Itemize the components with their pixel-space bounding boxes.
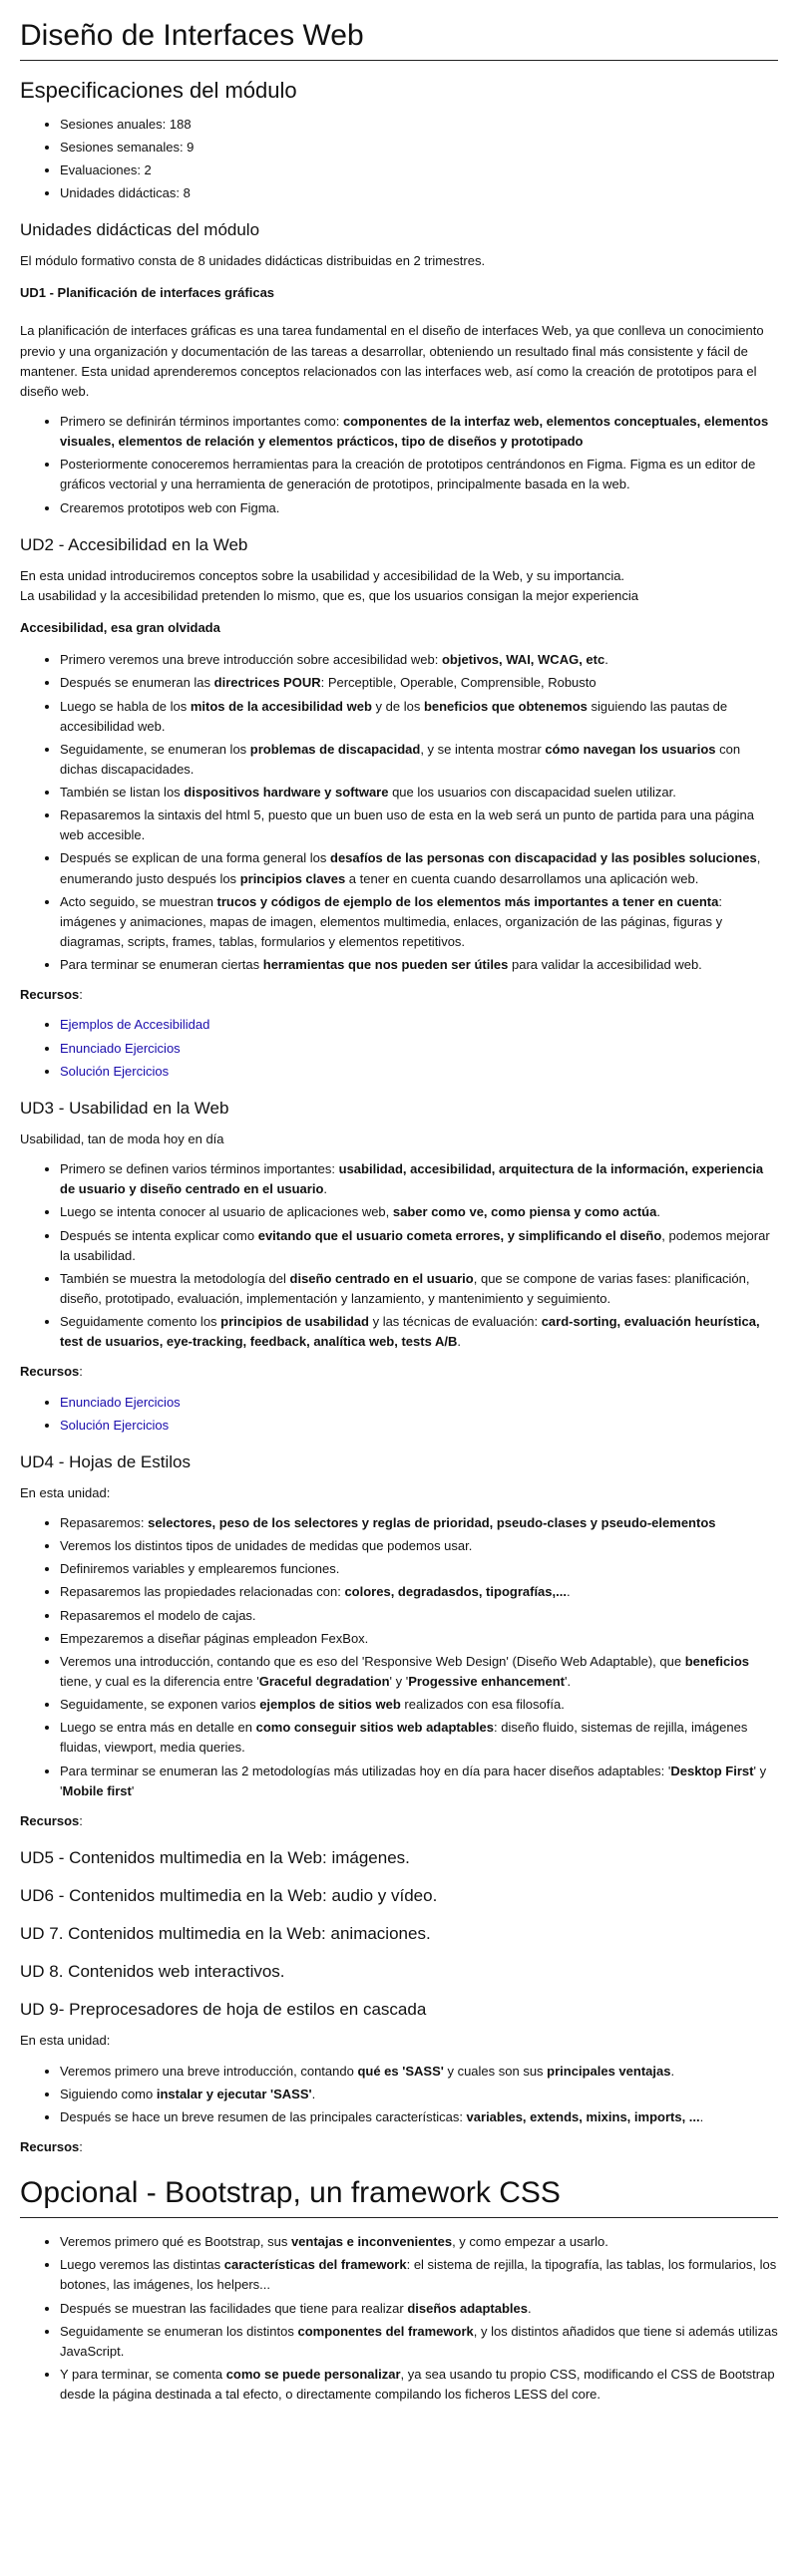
text: y las técnicas de evaluación: <box>368 1314 542 1330</box>
text: . <box>699 2108 704 2124</box>
text: ' y ' <box>60 1763 767 1798</box>
list-item <box>60 2299 778 2319</box>
ud1-paragraph: La planificación de interfaces gráficas es una tarea fundamental en el diseño de interfaces Web, ya que conlleva un conocimiento previo y una organización y documentación de las tareas a desarrollar, obteniendo un resultado final más consistente y fácil de mantener. Esta unidad aprenderemos conceptos relacionados con las interfaces web, así como la creación de prototipos para el diseño web. <box>20 323 764 399</box>
text: , enumerando justo después los <box>60 850 761 886</box>
text: Repasaremos las propiedades relacionadas con: <box>60 1584 345 1600</box>
list-item: • Unidades didácticas: 8 <box>60 183 778 203</box>
text: , que se compone de varias fases: planificación, diseño, prototipado, evaluación, implementación y lanzamiento, y mantenimiento y seguimiento. <box>60 1270 750 1306</box>
list-item: • Veremos los distintos tipos de unidades de medidas que podemos usar. <box>60 1536 778 1556</box>
text: : diseño fluido, sistemas de rejilla, imágenes fluidas, viewport, media queries. <box>60 1720 748 1756</box>
ud1-list <box>20 412 778 518</box>
ud9-resources <box>20 2137 778 2157</box>
bold-text: beneficios <box>684 1653 750 1669</box>
text: Después se muestran las facilidades que tiene para realizar <box>60 2300 408 2316</box>
text: . <box>527 2300 532 2316</box>
bold-text: qué es 'SASS' <box>357 2063 444 2079</box>
text: para validar la accesibilidad web. <box>508 957 702 973</box>
list-item: • Crearemos prototipos web con Figma. <box>60 498 778 518</box>
bold-text: componentes de la interfaz web, elementos conceptuales, elementos visuales, elementos de relación y elementos prácticos, tipo de diseños y prototipado <box>60 414 769 450</box>
bold-text: principios de usabilidad <box>220 1314 369 1330</box>
ud6-heading: UD6 - Contenidos multimedia en la Web: audio y vídeo. <box>20 1886 438 1906</box>
list-item <box>60 1695 778 1715</box>
resources-label: Recursos <box>20 1812 80 1828</box>
list-item <box>60 1652 778 1692</box>
text: . <box>323 1181 328 1197</box>
text: , y como empezar a usarlo. <box>452 2234 608 2250</box>
bold-text: problemas de discapacidad <box>249 741 421 757</box>
ud2-list <box>20 650 778 975</box>
text: Primero se definen varios términos importantes: <box>60 1161 339 1177</box>
text: . <box>566 1584 571 1600</box>
text: a tener en cuenta cuando desarrollamos una aplicación web. <box>345 870 699 886</box>
ud3-intro: Usabilidad, tan de moda hoy en día <box>20 1130 224 1146</box>
bold-text: evitando que el usuario cometa errores, y simplificando el diseño <box>257 1227 662 1243</box>
bold-text: directrices POUR <box>213 675 321 691</box>
list-item <box>60 650 778 670</box>
text: : el sistema de rejilla, la tipografía, las tablas, los formularios, los botones, las imágenes, los helpers... <box>60 2257 777 2293</box>
optional-heading: Opcional - Bootstrap, un framework CSS <box>20 2175 778 2218</box>
link-solucion-ejercicios[interactable]: Solución Ejercicios <box>60 1417 170 1433</box>
text: : <box>79 1812 83 1828</box>
ud3-resources <box>20 1362 778 1382</box>
ud5-heading: UD5 - Contenidos multimedia en la Web: imágenes. <box>20 1848 410 1868</box>
text: siguiendo las pautas de accesibilidad web. <box>60 698 728 734</box>
text: : Perceptible, Operable, Comprensible, Robusto <box>320 675 597 691</box>
text: : imágenes y animaciones, mapas de imagen, elementos multimedia, enlaces, organización de las páginas, figuras y diagramas, scripts, frames, tablas, formularios y elementos repetitivos. <box>60 893 723 950</box>
text: tiene, y cual es la diferencia entre ' <box>60 1674 259 1690</box>
text: '. <box>565 1674 572 1690</box>
ud2-intro <box>20 566 778 606</box>
bold-text: herramientas que nos pueden ser útiles <box>262 957 509 973</box>
text: . <box>457 1334 461 1350</box>
bold-text: principales ventajas <box>547 2063 671 2079</box>
bold-text: Graceful degradation <box>258 1674 390 1690</box>
list-item <box>60 1513 778 1533</box>
units-heading: Unidades didácticas del módulo <box>20 220 260 240</box>
ud4-resources <box>20 1811 778 1831</box>
list-item <box>60 2062 778 2082</box>
ud3-heading: UD3 - Usabilidad en la Web <box>20 1098 229 1118</box>
text: : <box>79 1364 83 1380</box>
text: . <box>311 2086 316 2101</box>
link-enunciado-ejercicios[interactable]: Enunciado Ejercicios <box>60 1040 181 1056</box>
bold-text: Desktop First <box>670 1763 754 1778</box>
bold-text: Mobile first <box>62 1782 132 1798</box>
list-item <box>60 1312 778 1352</box>
resources-label: Recursos <box>20 1364 80 1380</box>
text: Primero se definirán términos importantes como: <box>60 414 343 429</box>
list-item: • Empezaremos a diseñar páginas empleadon FexBox. <box>60 1629 778 1649</box>
ud2-intro-line1: En esta unidad introduciremos conceptos sobre la usabilidad y accesibilidad de la Web, y su importancia. <box>20 567 625 583</box>
list-item <box>60 783 778 803</box>
bold-text: características del framework <box>223 2257 407 2273</box>
list-item <box>60 412 778 452</box>
specs-list <box>20 115 778 204</box>
ud2-resources <box>20 985 778 1005</box>
list-item <box>60 955 778 975</box>
text: Luego se habla de los <box>60 698 191 714</box>
ud2-resources-list <box>20 1015 778 1081</box>
list-item <box>60 1762 778 1801</box>
list-item: • Sesiones semanales: 9 <box>60 138 778 158</box>
text: Siguiendo como <box>60 2086 157 2101</box>
list-item <box>60 2232 778 2252</box>
text: Después se explican de una forma general los <box>60 850 330 866</box>
optional-list <box>20 2232 778 2405</box>
text: : <box>79 2139 83 2155</box>
list-item: • Posteriormente conoceremos herramientas para la creación de prototipos centrándonos en Figma. Figma es un editor de gráficos vectorial y una herramienta de generación de prototipos, principalmente basada en la web. <box>60 455 778 494</box>
text: , y los distintos añadidos que tiene si además utilizas JavaScript. <box>60 2323 778 2359</box>
text: Después se intenta explicar como <box>60 1227 258 1243</box>
text: Veremos primero una breve introducción, contando <box>60 2063 358 2079</box>
text: Para terminar se enumeran ciertas <box>60 957 263 973</box>
text: , podemos mejorar la usabilidad. <box>60 1227 770 1263</box>
list-item: • Definiremos variables y emplearemos funciones. <box>60 1559 778 1579</box>
bold-text: saber como ve, como piensa y como actúa <box>392 1204 657 1220</box>
ud8-heading: UD 8. Contenidos web interactivos. <box>20 1962 285 1982</box>
list-item <box>60 892 778 952</box>
bold-text: objetivos, WAI, WCAG, etc <box>441 652 605 668</box>
bold-text: variables, extends, mixins, imports, ... <box>466 2108 700 2124</box>
list-item <box>60 1582 778 1602</box>
bold-text: principios claves <box>239 870 346 886</box>
ud3-resources-list <box>20 1393 778 1436</box>
bold-text: colores, degradasdos, tipografías,... <box>344 1584 567 1600</box>
text: , y se intenta mostrar <box>420 741 546 757</box>
list-item <box>60 1226 778 1266</box>
link-ejemplos-accesibilidad[interactable]: Ejemplos de Accesibilidad <box>60 1017 210 1033</box>
text: Luego se entra más en detalle en <box>60 1720 256 1736</box>
ud9-list <box>20 2062 778 2127</box>
list-item <box>60 1202 778 1222</box>
text: Luego veremos las distintas <box>60 2257 224 2273</box>
text: Luego se intenta conocer al usuario de aplicaciones web, <box>60 1204 393 1220</box>
text: , ya sea usando tu propio CSS, modificando el CSS de Bootstrap desde la página destinada a tal efecto, o directamente compilando los ficheros LESS del core. <box>60 2367 775 2403</box>
list-item <box>60 1416 778 1436</box>
ud4-list <box>20 1513 778 1801</box>
ud2-subheading: Accesibilidad, esa gran olvidada <box>20 620 220 636</box>
specs-heading: Especificaciones del módulo <box>20 78 297 103</box>
bold-text: dispositivos hardware y software <box>184 785 389 801</box>
list-item <box>60 1015 778 1035</box>
text: Seguidamente se enumeran los distintos <box>60 2323 298 2339</box>
text: Primero veremos una breve introducción sobre accesibilidad web: <box>60 652 442 668</box>
ud9-heading: UD 9- Preprocesadores de hoja de estilos en cascada <box>20 2000 427 2020</box>
list-item <box>60 2085 778 2104</box>
text: y de los <box>371 698 424 714</box>
bold-text: ventajas e inconvenientes <box>290 2234 453 2250</box>
text: También se listan los <box>60 785 185 801</box>
bold-text: instalar y ejecutar 'SASS' <box>156 2086 312 2101</box>
ud2-heading: UD2 - Accesibilidad en la Web <box>20 534 248 554</box>
bold-text: como se puede personalizar <box>225 2367 401 2383</box>
bold-text: selectores, peso de los selectores y reglas de prioridad, pseudo-clases y pseudo-elementos <box>148 1515 716 1531</box>
page-title: Diseño de Interfaces Web <box>20 18 778 61</box>
text: ' y ' <box>389 1674 409 1690</box>
text: Veremos una introducción, contando que es eso del 'Responsive Web Design' (Diseño Web Adaptable), que <box>60 1653 685 1669</box>
text: . <box>604 652 608 668</box>
list-item <box>60 1159 778 1199</box>
text: Seguidamente, se exponen varios <box>60 1697 260 1713</box>
text: Después se enumeran las <box>60 675 214 691</box>
text: ' <box>131 1782 135 1798</box>
ud9-intro: En esta unidad: <box>20 2033 111 2049</box>
resources-label: Recursos <box>20 987 80 1003</box>
text: Seguidamente comento los <box>60 1314 221 1330</box>
bold-text: beneficios que obtenemos <box>423 698 588 714</box>
text: También se muestra la metodología del <box>60 1270 290 1286</box>
text: Y para terminar, se comenta <box>60 2367 226 2383</box>
bold-text: mitos de la accesibilidad web <box>190 698 372 714</box>
list-item: • Evaluaciones: 2 <box>60 161 778 180</box>
list-item <box>60 697 778 737</box>
bold-text: usabilidad, accesibilidad, arquitectura de la información, experiencia de usuario y diseño centrado en el usuario <box>60 1161 764 1197</box>
ud1-heading: UD1 - Planificación de interfaces gráficas <box>20 285 275 301</box>
list-item: • Repasaremos la sintaxis del html 5, puesto que un buen uso de esta en la web será un punto de partida para una página web accesible. <box>60 805 778 845</box>
ud7-heading: UD 7. Contenidos multimedia en la Web: animaciones. <box>20 1924 431 1944</box>
bold-text: trucos y códigos de ejemplo de los elementos más importantes a tener en cuenta <box>216 893 719 909</box>
list-item <box>60 1718 778 1758</box>
ud3-list <box>20 1159 778 1352</box>
ud4-intro: En esta unidad: <box>20 1484 111 1500</box>
list-item: • Repasaremos el modelo de cajas. <box>60 1606 778 1626</box>
text: Después se hace un breve resumen de las principales características: <box>60 2108 467 2124</box>
list-item <box>60 673 778 693</box>
list-item <box>60 2107 778 2127</box>
list-item <box>60 1393 778 1413</box>
text: : <box>79 987 83 1003</box>
text: con dichas discapacidades. <box>60 741 741 777</box>
bold-text: como conseguir sitios web adaptables <box>255 1720 494 1736</box>
link-enunciado-ejercicios[interactable]: Enunciado Ejercicios <box>60 1394 181 1410</box>
list-item <box>60 1039 778 1059</box>
bold-text: card-sorting, evaluación heurística, test de usuarios, eye-tracking, feedback, analítica web, tests A/B <box>60 1314 760 1350</box>
text: Veremos primero qué es Bootstrap, sus <box>60 2234 291 2250</box>
list-item <box>60 2322 778 2362</box>
units-intro: El módulo formativo consta de 8 unidades didácticas distribuidas en 2 trimestres. <box>20 253 486 269</box>
bold-text: componentes del framework <box>297 2323 474 2339</box>
bold-text: Progessive enhancement <box>408 1674 565 1690</box>
text: Para terminar se enumeran las 2 metodologías más utilizadas hoy en día para hacer diseños adaptables: ' <box>60 1763 671 1778</box>
text: . <box>656 1204 660 1220</box>
bold-text: cómo navegan los usuarios <box>545 741 716 757</box>
list-item <box>60 1062 778 1082</box>
text: que los usuarios con discapacidad suelen utilizar. <box>388 785 676 801</box>
list-item <box>60 2365 778 2405</box>
bold-text: diseños adaptables <box>407 2300 528 2316</box>
ud4-heading: UD4 - Hojas de Estilos <box>20 1451 192 1471</box>
bold-text: desafíos de las personas con discapacidad y las posibles soluciones <box>330 850 757 866</box>
list-item <box>60 2255 778 2295</box>
list-item <box>60 740 778 780</box>
resources-label: Recursos <box>20 2139 80 2155</box>
text: Acto seguido, se muestran <box>60 893 217 909</box>
bold-text: ejemplos de sitios web <box>259 1697 401 1713</box>
text: Seguidamente, se enumeran los <box>60 741 250 757</box>
text: y cuales son sus <box>443 2063 548 2079</box>
list-item <box>60 1269 778 1309</box>
text: realizados con esa filosofía. <box>400 1697 565 1713</box>
bold-text: diseño centrado en el usuario <box>289 1270 474 1286</box>
list-item: • Sesiones anuales: 188 <box>60 115 778 135</box>
text: Repasaremos: <box>60 1515 149 1531</box>
list-item <box>60 848 778 888</box>
text: . <box>670 2063 675 2079</box>
ud2-intro-line2: La usabilidad y la accesibilidad pretenden lo mismo, que es, que los usuarios consigan la mejor experiencia <box>20 587 639 603</box>
link-solucion-ejercicios[interactable]: Solución Ejercicios <box>60 1063 170 1079</box>
